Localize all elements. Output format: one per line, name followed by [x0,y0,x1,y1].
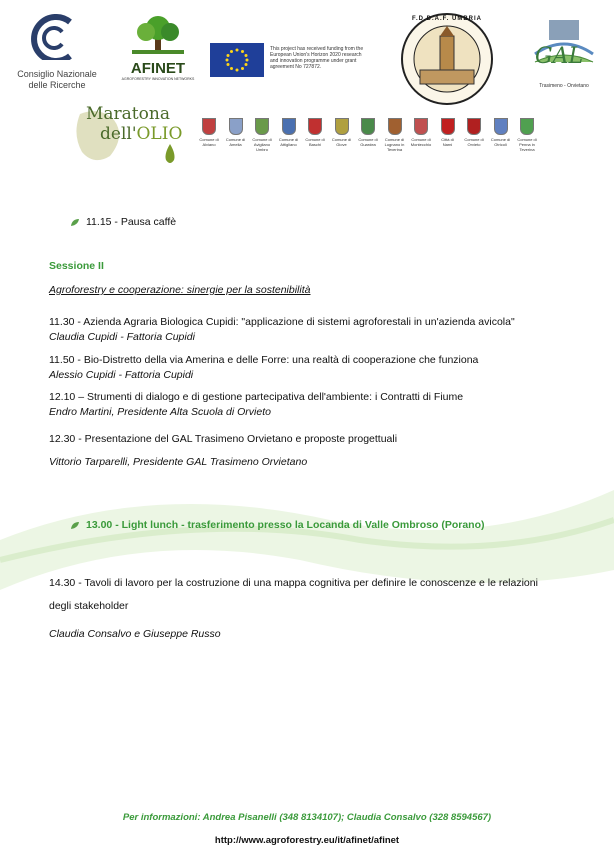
maratona-olio-logo [70,100,190,172]
municipality-5 [331,118,353,147]
cnr-emblem-icon [12,14,102,60]
afinet-tagline: AGROFORESTRY INNOVATION NETWORKS [121,77,195,81]
municipality-0 [198,118,220,147]
cnr-line1: Consiglio Nazionale [17,69,97,79]
item-1-speaker: Claudia Cupidi - Fattoria Cupidi [49,331,195,343]
fdaf-text: F.D.D.A.F. UMBRIA [412,16,482,22]
municipality-label: Comune di Orvieto [464,137,484,147]
municipality-12 [516,118,538,152]
crest-icon [255,118,269,135]
cnr-logo [12,14,102,94]
crest-icon [361,118,375,135]
gal-name: GAL [535,44,584,69]
municipality-label: Comune di Guardea [358,137,378,147]
crest-icon [520,118,534,135]
coffee-break [70,215,176,229]
municipality-label: Comune di Avigliano Umbro [252,137,272,152]
municipality-label: Comune di Amelia [225,137,246,147]
gal-logo [525,14,603,96]
municipality-6 [357,118,379,147]
eu-stars-icon [210,43,264,77]
municipality-label: Comune di Attigliano [278,137,299,147]
workshop-line2: degli stakeholder [49,600,129,612]
session-subtitle: Agroforestry e cooperazione: sinergie per la sostenibilità [49,284,311,296]
fdaf-umbria-logo [400,12,494,106]
municipality-10 [463,118,485,147]
municipality-label: Comune di Otricoli [490,137,511,147]
item-1-title: 11.30 - Azienda Agraria Biologica Cupidi: "applicazione di sistemi agroforestali in un'azienda avicola" [49,316,515,328]
workshop-speakers: Claudia Consalvo e Giuseppe Russo [49,628,221,640]
municipality-9 [437,118,459,147]
eu-flag [210,43,264,77]
municipality-label: Comune di Baschi [305,137,325,147]
crest-icon [414,118,428,135]
crest-icon [388,118,402,135]
crest-icon [308,118,322,135]
municipality-7 [384,118,406,152]
eu-funding-text: This project has received funding from the European Union's Horizon 2020 research and innovation programme under grant agreement No 727872. [270,46,364,70]
workshop-line1: 14.30 - Tavoli di lavoro per la costruzione di una mappa cognitiva per definire le conoscenze e le relazioni [49,577,538,589]
item-3-title: 12.10 – Strumenti di dialogo e di gestione partecipativa dell'ambiente: i Contratti di Fiume [49,391,464,403]
leaf-bullet-icon [70,521,80,530]
municipality-4 [304,118,326,147]
item-2-speaker: Alessio Cupidi - Fattoria Cupidi [49,369,194,381]
item-4-speaker: Vittorio Tarparelli, Presidente GAL Trasimeno Orvietano [49,456,308,468]
fdaf-seal-icon [400,12,494,106]
municipality-label: Comune di Lugnano in Teverina [384,137,405,152]
municipality-2 [251,118,273,152]
municipality-label: Comune di Alviano [199,137,219,147]
item-4-title: 12.30 - Presentazione del GAL Trasimeno Orvietano e proposte progettuali [49,433,398,445]
lunch-text: 13.00 - Light lunch - trasferimento presso la Locanda di Valle Ombroso (Porano) [86,519,485,531]
tree-icon [128,14,188,56]
item-3-speaker: Endro Martini, Presidente Alta Scuola di Orvieto [49,406,271,418]
crest-icon [202,118,216,135]
cnr-line2: delle Ricerche [28,80,86,90]
session-title: Sessione II [49,260,104,272]
olive-drop-icon [164,144,176,166]
crest-icon [229,118,243,135]
maratona-line2b: OLIO [136,124,183,144]
footer-info: Per informazioni: Andrea Pisanelli (348 8134107); Claudia Consalvo (328 8594567) [122,812,492,823]
item-2-title: 11.50 - Bio-Distretto della via Amerina e delle Forre: una realtà di cooperazione che funziona [49,354,479,366]
crest-icon [494,118,508,135]
municipality-label: Città di Narni [441,137,454,147]
municipality-11 [490,118,512,147]
gal-sub: Trasimeno - Orvietano [539,83,589,89]
municipality-label: Comune di Giove [331,137,352,147]
municipality-3 [278,118,300,147]
crest-icon [335,118,349,135]
maratona-line1: Maratona [86,104,170,124]
afinet-name: AFINET [130,60,186,77]
municipality-label: Comune di Montecchio [410,137,432,147]
maratona-line2a: dell' [100,124,137,144]
municipality-label: Comune di Penna in Teverina [517,137,537,152]
crest-icon [441,118,455,135]
crest-icon [467,118,481,135]
crest-icon [282,118,296,135]
lunch [70,518,485,532]
afinet-logo [118,14,198,80]
leaf-bullet-icon [70,218,80,227]
municipality-1 [225,118,247,147]
coffee-break-text: 11.15 - Pausa caffè [86,216,177,228]
footer-url[interactable]: http://www.agroforestry.eu/it/afinet/afinet [214,835,400,846]
municipality-8 [410,118,432,147]
